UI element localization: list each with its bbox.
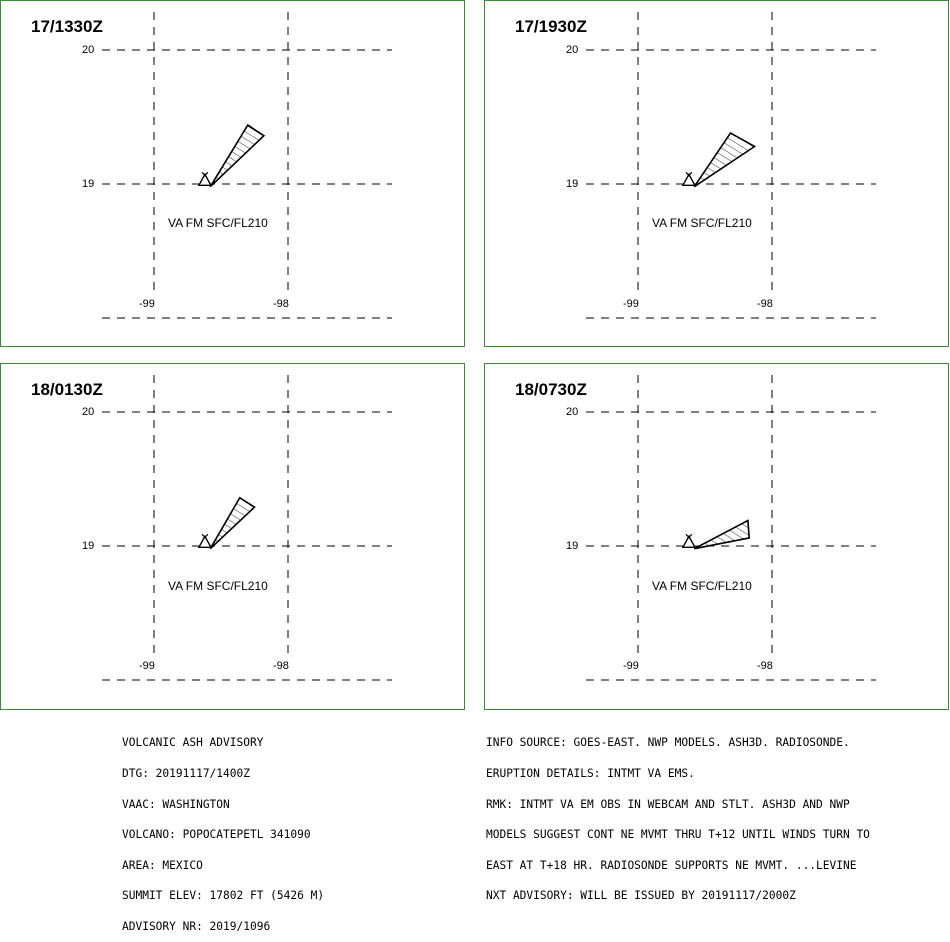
map-graphic (0, 363, 465, 710)
lon-label-99: -99 (623, 298, 639, 310)
map-graphic (484, 363, 949, 710)
map-panel-2 (484, 0, 949, 347)
advisory-line: VAAC: WASHINGTON (122, 797, 230, 811)
lat-label-19: 19 (566, 178, 579, 190)
advisory-line: ADVISORY NR: 2019/1096 (122, 919, 271, 933)
map-panel-4 (484, 363, 949, 710)
lat-label-19: 19 (566, 540, 579, 552)
forecast-time: 17/1930Z (515, 17, 587, 36)
ash-layer-label: VA FM SFC/FL210 (168, 216, 268, 230)
forecast-time: 18/0130Z (31, 380, 103, 399)
lon-label-98: -98 (273, 298, 289, 310)
advisory-line: VOLCANIC ASH ADVISORY (122, 736, 264, 750)
advisory-line: ERUPTION DETAILS: INTMT VA EMS. (486, 767, 695, 780)
map-panel-3 (0, 363, 465, 710)
lat-label-20: 20 (82, 406, 95, 418)
advisory-header-text (122, 718, 324, 942)
panel-border (1, 1, 465, 347)
advisory-line: INFO SOURCE: GOES-EAST. NWP MODELS. ASH3D. RADIOSONDE. (486, 736, 850, 750)
lon-label-99: -99 (139, 660, 155, 672)
lon-label-98: -98 (757, 660, 773, 672)
lon-label-99: -99 (139, 298, 155, 310)
lon-label-99: -99 (623, 660, 639, 672)
forecast-time: 17/1330Z (31, 17, 103, 36)
lat-label-20: 20 (82, 44, 95, 56)
advisory-line: MODELS SUGGEST CONT NE MVMT THRU T+12 UNTIL WINDS TURN TO (486, 828, 870, 842)
advisory-remarks-text (486, 718, 870, 912)
lat-label-19: 19 (82, 540, 95, 552)
advisory-line: NXT ADVISORY: WILL BE ISSUED BY 20191117/2000Z (486, 889, 796, 903)
lat-label-20: 20 (566, 44, 579, 56)
ash-layer-label: VA FM SFC/FL210 (168, 579, 268, 593)
ash-layer-label: VA FM SFC/FL210 (652, 579, 752, 593)
advisory-line: SUMMIT ELEV: 17802 FT (5426 M) (122, 889, 325, 903)
forecast-time: 18/0730Z (515, 380, 587, 399)
map-graphic (484, 0, 949, 347)
map-graphic (0, 0, 465, 347)
advisory-line: VOLCANO: POPOCATEPETL 341090 (122, 828, 311, 842)
ash-layer-label: VA FM SFC/FL210 (652, 216, 752, 230)
ash-cloud-polygon (210, 498, 254, 549)
ash-cloud-polygon (694, 521, 749, 549)
lon-label-98: -98 (757, 298, 773, 310)
ash-cloud-polygon (210, 125, 264, 187)
lon-label-98: -98 (273, 660, 289, 672)
advisory-line: RMK: INTMT VA EM OBS IN WEBCAM AND STLT. ASH3D AND NWP (486, 797, 850, 811)
panel-border (1, 364, 465, 710)
ash-cloud-polygon (694, 133, 754, 187)
panel-border (485, 1, 949, 347)
lat-label-19: 19 (82, 178, 95, 190)
advisory-line: DTG: 20191117/1400Z (122, 767, 250, 780)
lat-label-20: 20 (566, 406, 579, 418)
advisory-line: EAST AT T+18 HR. RADIOSONDE SUPPORTS NE MVMT. ...LEVINE (486, 858, 857, 872)
map-panel-1 (0, 0, 465, 347)
advisory-line: AREA: MEXICO (122, 858, 203, 872)
